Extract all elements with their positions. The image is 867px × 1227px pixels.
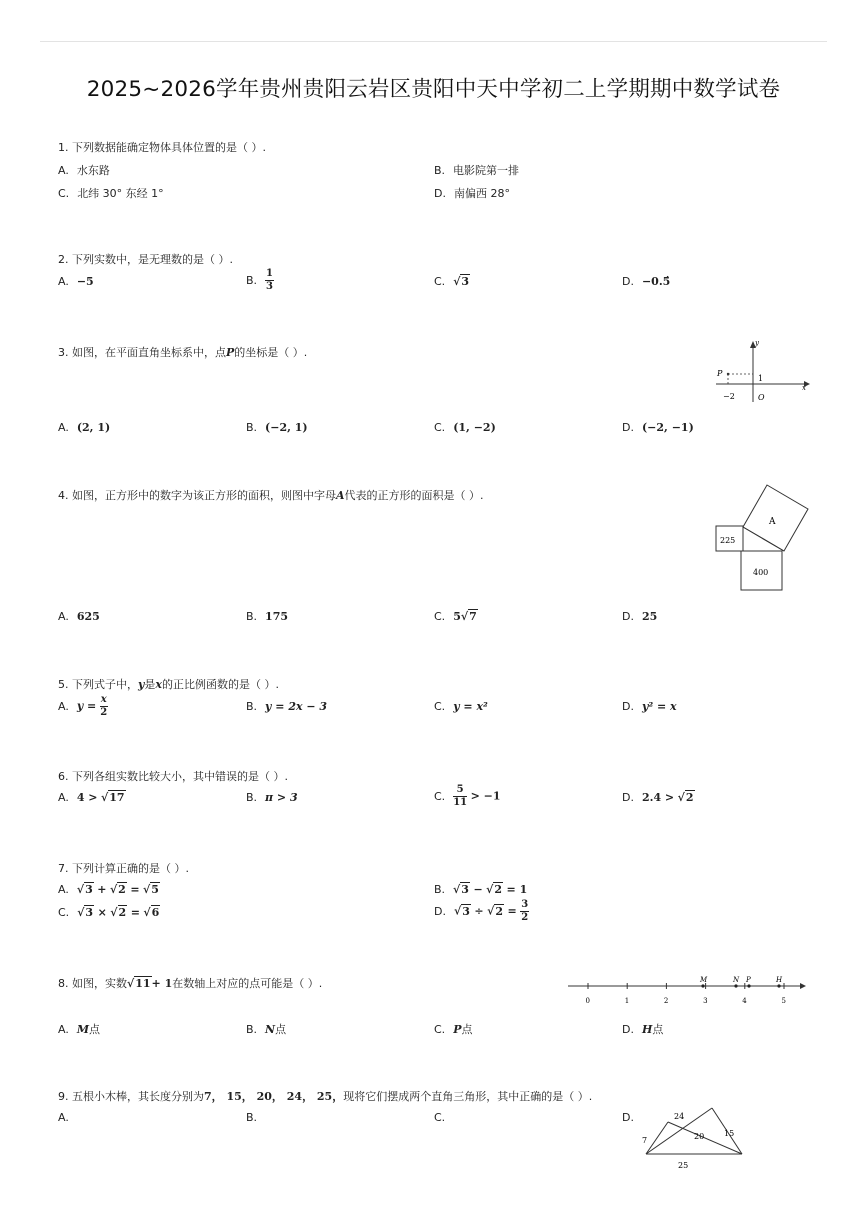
square-root: √2 bbox=[486, 883, 503, 896]
option-label: A. bbox=[58, 699, 69, 713]
equals: = bbox=[130, 883, 140, 896]
option-label: D. bbox=[622, 421, 634, 434]
question-2-stem: 2. 下列实数中，是无理数的是（ ）. bbox=[58, 253, 233, 266]
option-variable: M bbox=[76, 1023, 90, 1036]
option-label: C. bbox=[434, 275, 446, 288]
fraction bbox=[265, 269, 274, 292]
option-label: A. bbox=[58, 1111, 69, 1124]
radicand: 7 bbox=[469, 610, 477, 623]
x-axis-label: x bbox=[802, 384, 806, 392]
option-label: B. bbox=[246, 791, 258, 804]
question-8-option-b[interactable] bbox=[246, 1021, 286, 1037]
question-1-option-b[interactable] bbox=[434, 162, 519, 178]
question-7-option-b[interactable] bbox=[434, 883, 527, 896]
y-tick-1-label: 1 bbox=[758, 374, 764, 383]
square-root: √3 bbox=[453, 883, 469, 896]
point-marker bbox=[777, 984, 780, 987]
question-4-option-a[interactable] bbox=[58, 610, 100, 623]
fraction bbox=[100, 695, 108, 718]
label-20: 20 bbox=[694, 1132, 705, 1141]
option-label: C. bbox=[434, 1023, 446, 1036]
stem-text: 4. 如图，正方形中的数字为该正方形的面积，则图中字母 bbox=[58, 489, 336, 502]
option-math: (−2, −1) bbox=[641, 421, 694, 434]
radicand: 2 bbox=[118, 906, 127, 919]
option-label: A. bbox=[58, 610, 69, 623]
stem-text: 代表的正方形的面积是（ ）. bbox=[344, 489, 484, 502]
question-6-option-b[interactable] bbox=[246, 791, 298, 804]
question-1-option-a[interactable] bbox=[58, 162, 110, 178]
fraction bbox=[520, 900, 529, 923]
option-label: C. bbox=[434, 789, 446, 803]
point-label: P bbox=[746, 976, 751, 984]
option-math: 4 > bbox=[76, 791, 98, 804]
point-marker bbox=[701, 984, 704, 987]
tick-label: 5 bbox=[781, 997, 786, 1005]
radicand: 3 bbox=[85, 883, 93, 896]
square-root: √17 bbox=[101, 791, 125, 804]
option-label: D. bbox=[622, 700, 634, 713]
stem-text: 9. 五根小木棒，其长度分别为 bbox=[58, 1090, 204, 1103]
square-root: √2 bbox=[487, 904, 503, 918]
option-math: π > 3 bbox=[265, 791, 298, 804]
option-math: y = bbox=[76, 699, 97, 713]
stem-text: 在数轴上对应的点可能是（ ）. bbox=[172, 977, 323, 990]
question-3-option-d[interactable] bbox=[622, 421, 694, 434]
numerator: 3 bbox=[521, 899, 529, 910]
option-label: B. bbox=[246, 610, 258, 623]
squares-figure bbox=[712, 480, 812, 595]
question-2-option-c[interactable] bbox=[434, 275, 470, 288]
label-24: 24 bbox=[674, 1112, 685, 1121]
option-label: D. bbox=[434, 904, 446, 918]
option-label: B. bbox=[246, 1023, 258, 1036]
option-label: D. bbox=[622, 610, 634, 623]
question-5-option-c[interactable] bbox=[434, 700, 488, 713]
question-3-option-b[interactable] bbox=[246, 421, 308, 434]
point-marker bbox=[747, 984, 750, 987]
option-variable: N bbox=[265, 1023, 276, 1036]
question-2-option-d[interactable] bbox=[622, 275, 670, 288]
question-5-option-d[interactable] bbox=[622, 700, 677, 713]
radicand: 3 bbox=[461, 275, 470, 288]
question-2-option-a[interactable] bbox=[58, 275, 94, 288]
square-root: √3 bbox=[453, 275, 470, 288]
square-root: √3 bbox=[76, 883, 93, 896]
option-label: B. bbox=[246, 421, 258, 434]
option-label: A. bbox=[58, 791, 69, 804]
option-math: (2, 1) bbox=[76, 421, 111, 434]
point-label: M bbox=[700, 976, 708, 984]
option-math: > −1 bbox=[470, 789, 501, 803]
option-label: C. bbox=[434, 700, 446, 713]
square-root: √7 bbox=[460, 610, 477, 623]
stem-variable: A bbox=[336, 489, 345, 502]
question-9-option-b[interactable] bbox=[246, 1111, 265, 1124]
radicand: 5 bbox=[151, 883, 159, 896]
question-6-option-a[interactable] bbox=[58, 791, 126, 804]
triangle-hypotenuse bbox=[743, 527, 784, 551]
question-1-option-c[interactable] bbox=[58, 185, 164, 201]
denominator: 2 bbox=[100, 707, 108, 718]
stem-text: 8. 如图，实数 bbox=[58, 977, 127, 990]
option-math: y² = x bbox=[641, 700, 677, 713]
stem-text: 的坐标是（ ）. bbox=[234, 346, 308, 359]
question-5-option-a[interactable] bbox=[58, 695, 108, 718]
option-text: 点 bbox=[652, 1023, 664, 1036]
equals: = bbox=[507, 904, 517, 918]
page-title: 2025~2026学年贵州贵阳云岩区贵阳中天中学初二上学期期中数学试卷 bbox=[86, 77, 781, 102]
option-label: C. bbox=[434, 421, 446, 434]
x-tick-neg2-label: −2 bbox=[723, 392, 735, 401]
question-6-option-c[interactable] bbox=[434, 785, 501, 808]
square-a bbox=[743, 485, 808, 551]
operator: − bbox=[473, 883, 483, 896]
stem-text: 的正比例函数的是（ ）. bbox=[161, 678, 279, 691]
top-rule bbox=[40, 41, 827, 42]
question-5-option-b[interactable] bbox=[246, 700, 327, 713]
radicand: 6 bbox=[151, 906, 160, 919]
option-label: A. bbox=[58, 883, 69, 896]
radicand: 17 bbox=[109, 791, 125, 804]
question-4-stem bbox=[58, 487, 484, 503]
option-text: 南偏西 28° bbox=[453, 187, 510, 200]
option-label: D. bbox=[622, 1023, 634, 1036]
option-label: B. bbox=[434, 164, 446, 177]
equals: = 1 bbox=[506, 883, 528, 896]
square-root: √2 bbox=[110, 906, 127, 919]
option-label: D. bbox=[434, 187, 446, 200]
option-label: B. bbox=[246, 700, 258, 713]
option-label: A. bbox=[58, 275, 69, 288]
question-9-stem bbox=[58, 1088, 592, 1104]
option-label: C. bbox=[58, 187, 70, 200]
option-math: −0.5̇ bbox=[641, 275, 671, 288]
side-24-20 bbox=[668, 1122, 742, 1154]
radicand: 11 bbox=[135, 977, 151, 990]
label-25: 25 bbox=[678, 1161, 689, 1170]
square-225-label: 225 bbox=[720, 536, 736, 545]
radicand: 3 bbox=[462, 904, 470, 918]
stem-text: 是 bbox=[144, 678, 156, 691]
option-text: 点 bbox=[461, 1023, 473, 1036]
point-label: H bbox=[776, 976, 783, 984]
question-9-option-a[interactable] bbox=[58, 1111, 77, 1124]
coefficient: 5 bbox=[453, 610, 461, 623]
option-label: D. bbox=[622, 1111, 634, 1124]
option-label: C. bbox=[434, 610, 446, 623]
stem-text: 3. 如图，在平面直角坐标系中，点 bbox=[58, 346, 226, 359]
stem-variable-y: y bbox=[138, 678, 145, 691]
numerator: x bbox=[100, 694, 107, 705]
option-text: 点 bbox=[89, 1023, 101, 1036]
question-6-option-d[interactable] bbox=[622, 791, 695, 804]
operator: × bbox=[97, 906, 107, 919]
option-label: C. bbox=[58, 906, 70, 919]
origin-label: O bbox=[758, 393, 765, 402]
option-label: B. bbox=[246, 1111, 258, 1124]
coordinate-figure bbox=[712, 336, 812, 404]
question-7-option-c[interactable] bbox=[58, 906, 160, 919]
option-math: −5 bbox=[76, 275, 94, 288]
option-label: C. bbox=[434, 1111, 446, 1124]
denominator: 3 bbox=[266, 281, 274, 292]
square-a-label: A bbox=[769, 517, 776, 527]
option-math: 2.4 > bbox=[641, 791, 675, 804]
tick-label: 4 bbox=[742, 997, 747, 1005]
tick-label: 1 bbox=[624, 997, 630, 1005]
tick-label: 3 bbox=[703, 997, 708, 1005]
tick-label: 2 bbox=[663, 997, 669, 1005]
radicand: 3 bbox=[85, 906, 94, 919]
option-math: y = x² bbox=[453, 700, 488, 713]
operator: + bbox=[97, 883, 107, 896]
radicand: 2 bbox=[494, 883, 503, 896]
question-3-stem bbox=[58, 344, 307, 360]
question-4-option-c[interactable] bbox=[434, 610, 478, 623]
option-math: 625 bbox=[76, 610, 100, 623]
question-7-stem: 7. 下列计算正确的是（ ）. bbox=[58, 862, 189, 875]
question-4-option-b[interactable] bbox=[246, 610, 288, 623]
option-text: 水东路 bbox=[76, 164, 110, 177]
number-line-arrow bbox=[800, 983, 806, 989]
stem-math: + 1 bbox=[151, 977, 173, 990]
y-axis-label: y bbox=[755, 339, 759, 347]
denominator: 2 bbox=[521, 912, 529, 923]
square-root: √2 bbox=[677, 791, 694, 804]
fraction bbox=[453, 785, 467, 808]
point-marker bbox=[734, 984, 737, 987]
square-root: √6 bbox=[143, 906, 160, 919]
number-line-figure bbox=[566, 970, 810, 1010]
radicand: 2 bbox=[495, 904, 503, 918]
option-variable: H bbox=[641, 1023, 653, 1036]
question-7-option-d[interactable] bbox=[434, 900, 529, 923]
question-3-option-c[interactable] bbox=[434, 421, 496, 434]
option-text: 电影院第一排 bbox=[453, 164, 520, 177]
triangles-figure bbox=[640, 1104, 750, 1176]
question-8-option-d[interactable] bbox=[622, 1021, 663, 1037]
stem-numbers: 7， 15， 20， 24， 25， bbox=[204, 1090, 344, 1103]
option-label: B. bbox=[434, 883, 446, 896]
equals: = bbox=[130, 906, 140, 919]
question-8-option-a[interactable] bbox=[58, 1021, 100, 1037]
option-math: (−2, 1) bbox=[265, 421, 308, 434]
option-text: 北纬 30° 东经 1° bbox=[77, 187, 164, 200]
stem-variable: P bbox=[226, 346, 235, 359]
numerator: 5 bbox=[453, 785, 467, 797]
option-label: A. bbox=[58, 1023, 69, 1036]
option-math: 25 bbox=[641, 610, 658, 623]
square-root: √2 bbox=[109, 883, 126, 896]
question-2-option-b[interactable] bbox=[246, 269, 274, 292]
question-8-option-c[interactable] bbox=[434, 1021, 472, 1037]
option-label: D. bbox=[622, 791, 634, 804]
denominator: 11 bbox=[453, 797, 468, 808]
numerator: 1 bbox=[266, 268, 274, 279]
point-label: N bbox=[733, 976, 740, 984]
question-5-stem bbox=[58, 676, 279, 692]
question-1-option-d[interactable] bbox=[434, 185, 510, 201]
option-math: y = 2x − 3 bbox=[265, 700, 328, 713]
square-root: √5 bbox=[143, 883, 159, 896]
option-math: (1, −2) bbox=[453, 421, 496, 434]
radicand: 3 bbox=[461, 883, 469, 896]
option-label: A. bbox=[58, 421, 69, 434]
side-7 bbox=[646, 1122, 668, 1154]
radicand: 2 bbox=[685, 791, 694, 804]
question-3-option-a[interactable] bbox=[58, 421, 110, 434]
label-15: 15 bbox=[724, 1129, 735, 1138]
square-400-label: 400 bbox=[753, 568, 769, 577]
question-1-stem: 1. 下列数据能确定物体具体位置的是（ ）. bbox=[58, 141, 266, 154]
stem-variable-x: x bbox=[155, 678, 162, 691]
point-p bbox=[727, 373, 729, 375]
point-p-label: P bbox=[717, 369, 723, 378]
label-7: 7 bbox=[642, 1136, 648, 1145]
tick-label: 0 bbox=[585, 997, 590, 1005]
square-root: √11 bbox=[127, 977, 151, 990]
square-root: √3 bbox=[453, 904, 470, 918]
stem-text: 5. 下列式子中， bbox=[58, 678, 138, 691]
question-8-stem bbox=[58, 975, 322, 991]
option-label: B. bbox=[246, 273, 258, 287]
option-label: A. bbox=[58, 164, 69, 177]
square-root: √3 bbox=[77, 906, 94, 919]
question-6-stem: 6. 下列各组实数比较大小，其中错误的是（ ）. bbox=[58, 770, 288, 783]
question-9-option-d[interactable] bbox=[622, 1111, 642, 1124]
question-9-option-c[interactable] bbox=[434, 1111, 453, 1124]
operator: ÷ bbox=[474, 904, 484, 918]
option-label: D. bbox=[622, 275, 634, 288]
option-variable: P bbox=[453, 1023, 462, 1036]
radicand: 2 bbox=[118, 883, 126, 896]
option-text: 点 bbox=[275, 1023, 287, 1036]
stem-text: 现将它们摆成两个直角三角形，其中正确的是（ ）. bbox=[343, 1090, 593, 1103]
question-7-option-a[interactable] bbox=[58, 883, 160, 896]
question-4-option-d[interactable] bbox=[622, 610, 657, 623]
option-math: 175 bbox=[265, 610, 289, 623]
